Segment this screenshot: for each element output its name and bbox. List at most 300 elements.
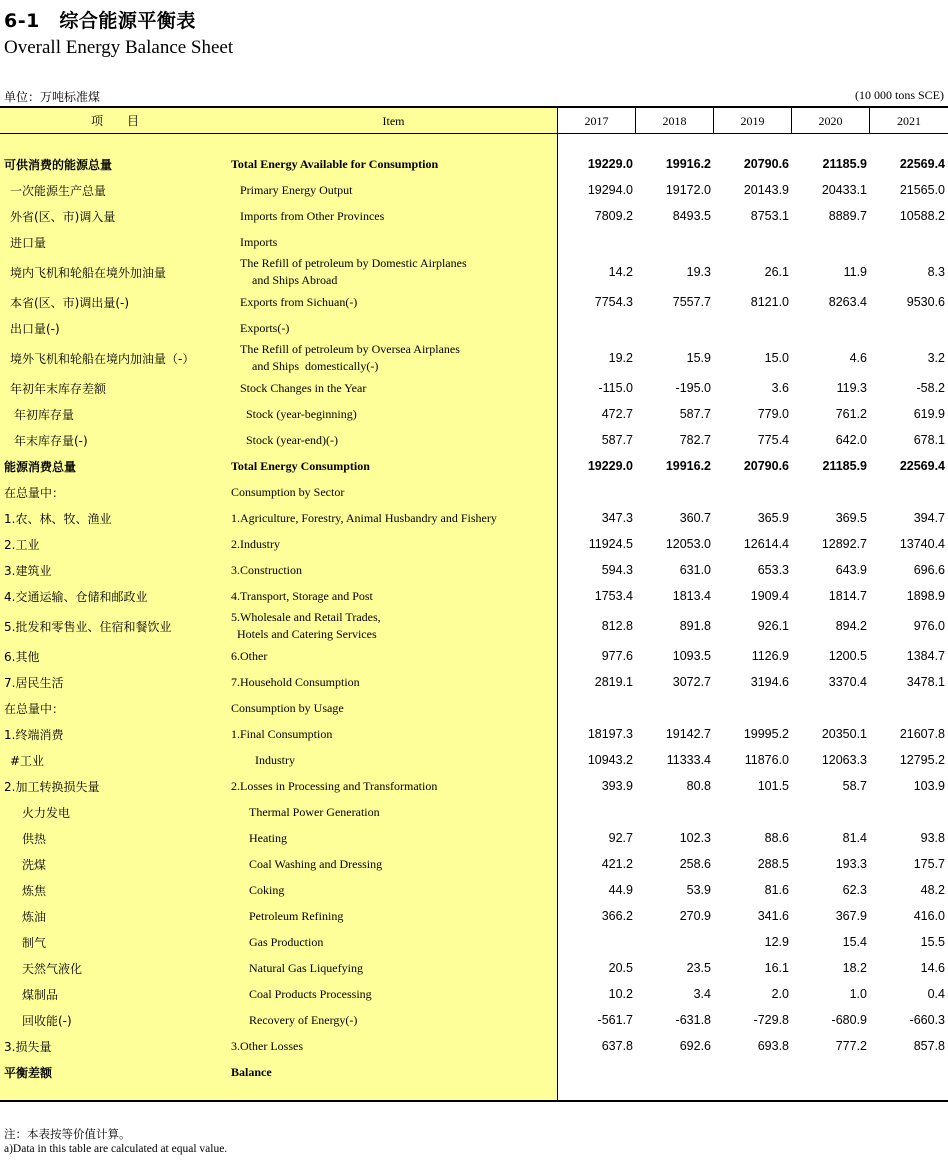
- value-cell-2020: [787, 479, 867, 505]
- value-cell-2017: 19229.0: [587, 157, 633, 171]
- value-cell-2019: [709, 315, 789, 341]
- value-cell-2018: 19916.2: [665, 157, 711, 171]
- value-cell-2018: 23.5: [686, 961, 711, 975]
- value-cell-2017: 20.5: [608, 961, 633, 975]
- value-cell-2017: 14.2: [608, 265, 633, 279]
- value-cell-2021: 22569.4: [899, 459, 945, 473]
- value-cell-2020: 8263.4: [828, 295, 867, 309]
- value-cell-2020: [787, 1059, 867, 1085]
- value-cell-2021: 10588.2: [899, 209, 945, 223]
- value-cell-2020: 58.7: [842, 779, 867, 793]
- value-cell-2020: 1.0: [849, 987, 867, 1001]
- value-cell-2018: [631, 695, 711, 721]
- value-cell-2021: 394.7: [913, 511, 945, 525]
- header-item-cn: 项 目: [90, 114, 139, 128]
- value-cell-2020: 642.0: [835, 433, 867, 447]
- row-label-en: The Refill of petroleum by Domestic Airplanes and Ships Abroad: [240, 256, 467, 287]
- row-label-en: Coking: [249, 882, 285, 897]
- value-cell-2021: 15.5: [920, 935, 945, 949]
- row-label-en: 1.Agriculture, Forestry, Animal Husbandry and Fishery: [231, 510, 497, 525]
- table-row: [0, 151, 948, 177]
- value-cell-2021: 696.6: [913, 563, 945, 577]
- value-cell-2019: 20790.6: [743, 157, 789, 171]
- value-cell-2019: -729.8: [753, 1013, 789, 1027]
- table-row: [0, 929, 948, 955]
- row-label-en: Coal Products Processing: [249, 986, 372, 1001]
- row-label-en: Natural Gas Liquefying: [249, 960, 363, 975]
- header-divider: [791, 106, 792, 134]
- row-label-cn: 可供消费的能源总量: [4, 157, 113, 172]
- value-cell-2020: 12892.7: [821, 537, 867, 551]
- value-cell-2019: 693.8: [757, 1039, 789, 1053]
- value-cell-2018: 631.0: [679, 563, 711, 577]
- value-cell-2019: 365.9: [757, 511, 789, 525]
- value-cell-2020: 761.2: [835, 407, 867, 421]
- table-row: [0, 773, 948, 799]
- value-cell-2019: 20790.6: [743, 459, 789, 473]
- row-label-cn: 7.居民生活: [4, 675, 64, 690]
- value-cell-2018: 15.9: [686, 351, 711, 365]
- value-cell-2021: 22569.4: [899, 157, 945, 171]
- row-label-cn: 在总量中：: [4, 701, 65, 716]
- value-cell-2020: -680.9: [831, 1013, 867, 1027]
- value-cell-2018: 1093.5: [672, 649, 711, 663]
- value-cell-2017: 11924.5: [588, 537, 633, 551]
- value-cell-2021: 3.2: [927, 351, 945, 365]
- row-label-cn: 4.交通运输、仓储和邮政业: [4, 589, 148, 604]
- value-cell-2017: 637.8: [601, 1039, 633, 1053]
- row-label-cn: 5.批发和零售业、住宿和餐饮业: [4, 619, 172, 634]
- value-cell-2020: 21185.9: [822, 459, 867, 473]
- row-label-en: The Refill of petroleum by Oversea Airplanes and Ships domestically(-): [240, 342, 460, 373]
- value-cell-2019: [709, 479, 789, 505]
- value-cell-2018: [631, 1059, 711, 1085]
- row-label-en: Stock Changes in the Year: [240, 380, 367, 395]
- value-cell-2019: 341.6: [757, 909, 789, 923]
- value-cell-2017: 1753.4: [594, 589, 633, 603]
- row-label-cn: 6.其他: [4, 649, 40, 664]
- value-cell-2019: 26.1: [764, 265, 789, 279]
- row-label-en: 3.Construction: [231, 562, 302, 577]
- table-row: [0, 1007, 948, 1033]
- row-label-cn: 境内飞机和轮船在境外加油量: [10, 265, 167, 280]
- table-row: [0, 643, 948, 669]
- value-cell-2020: 643.9: [835, 563, 867, 577]
- value-cell-2020: 12063.3: [821, 753, 867, 767]
- row-label-cn: 外省(区、市)调入量: [10, 209, 116, 224]
- value-cell-2021: 1384.7: [906, 649, 945, 663]
- value-cell-2021: 21565.0: [899, 183, 945, 197]
- table-row: [0, 825, 948, 851]
- value-cell-2020: 62.3: [842, 883, 867, 897]
- table-row: [0, 531, 948, 557]
- value-cell-2017: 7809.2: [594, 209, 633, 223]
- row-label-cn: #工业: [10, 753, 45, 768]
- value-cell-2018: 11333.4: [666, 753, 711, 767]
- row-label-cn: 洗煤: [22, 857, 47, 872]
- value-cell-2021: 678.1: [913, 433, 945, 447]
- value-cell-2018: 102.3: [679, 831, 711, 845]
- value-cell-2017: 19229.0: [587, 459, 633, 473]
- header-year-2018: 2018: [662, 114, 687, 128]
- value-cell-2018: -195.0: [675, 381, 711, 395]
- value-cell-2019: 8753.1: [750, 209, 789, 223]
- value-cell-2018: [631, 799, 711, 825]
- row-label-cn: 天然气液化: [22, 961, 83, 976]
- value-cell-2018: [631, 929, 711, 955]
- value-cell-2020: 4.6: [849, 351, 867, 365]
- value-cell-2018: 782.7: [679, 433, 711, 447]
- row-label-cn: 炼焦: [22, 883, 47, 898]
- value-cell-2021: 93.8: [920, 831, 945, 845]
- table-row: [0, 981, 948, 1007]
- value-cell-2018: 19142.7: [665, 727, 711, 741]
- table-row: [0, 557, 948, 583]
- value-cell-2019: 2.0: [771, 987, 789, 1001]
- value-cell-2018: 3.4: [693, 987, 711, 1001]
- row-label-en: 5.Wholesale and Retail Trades, Hotels and Catering Services: [231, 610, 381, 641]
- table-row: [0, 903, 948, 929]
- value-cell-2020: [787, 695, 867, 721]
- value-cell-2019: 20143.9: [743, 183, 789, 197]
- value-cell-2019: 1909.4: [750, 589, 789, 603]
- value-cell-2021: 857.8: [913, 1039, 945, 1053]
- value-cell-2021: [865, 1059, 945, 1085]
- value-cell-2019: 1126.9: [751, 649, 789, 663]
- value-cell-2021: 976.0: [913, 619, 945, 633]
- header-year-2019: 2019: [740, 114, 765, 128]
- value-cell-2017: [553, 1059, 633, 1085]
- row-label-en: 6.Other: [231, 648, 268, 663]
- row-label-cn: 平衡差额: [4, 1065, 53, 1080]
- row-label-en: Recovery of Energy(-): [249, 1012, 358, 1027]
- row-label-cn: 能源消费总量: [4, 459, 77, 474]
- value-cell-2020: 3370.4: [828, 675, 867, 689]
- value-cell-2021: 1898.9: [906, 589, 945, 603]
- value-cell-2017: 347.3: [601, 511, 633, 525]
- table-row: [0, 505, 948, 531]
- value-cell-2018: 19.3: [686, 265, 711, 279]
- page-title-cn: 6-1 综合能源平衡表: [4, 10, 196, 32]
- row-label-cn: 本省(区、市)调出量(-): [10, 295, 130, 310]
- value-cell-2019: 16.1: [764, 961, 789, 975]
- value-cell-2018: 7557.7: [672, 295, 711, 309]
- value-cell-2017: [553, 229, 633, 255]
- header-year-2017: 2017: [584, 114, 609, 128]
- value-cell-2017: 366.2: [601, 909, 633, 923]
- value-cell-2021: 3478.1: [906, 675, 945, 689]
- value-cell-2020: 18.2: [842, 961, 867, 975]
- value-cell-2019: 926.1: [757, 619, 789, 633]
- row-label-cn: 年初年末库存差额: [10, 381, 107, 396]
- value-cell-2017: 92.7: [608, 831, 633, 845]
- row-label-en: 1.Final Consumption: [231, 726, 333, 741]
- row-label-cn: 回收能(-): [22, 1013, 72, 1028]
- value-cell-2019: 288.5: [757, 857, 789, 871]
- row-label-cn: 出口量(-): [10, 321, 60, 336]
- value-cell-2020: 11.9: [843, 265, 867, 279]
- value-cell-2020: 1814.7: [828, 589, 867, 603]
- table-row: [0, 453, 948, 479]
- value-cell-2018: 80.8: [686, 779, 711, 793]
- row-label-en: Balance: [231, 1064, 272, 1079]
- table-row: [0, 851, 948, 877]
- value-cell-2020: 21185.9: [822, 157, 867, 171]
- value-cell-2020: [787, 229, 867, 255]
- table-bottom-rule: [0, 1100, 948, 1102]
- value-cell-2018: 360.7: [679, 511, 711, 525]
- value-cell-2020: [787, 799, 867, 825]
- row-label-en: Exports(-): [240, 320, 290, 335]
- table-row: [0, 695, 948, 721]
- table-row: [0, 583, 948, 609]
- table-row: [0, 669, 948, 695]
- value-cell-2021: 21607.8: [899, 727, 945, 741]
- table-row: [0, 479, 948, 505]
- value-cell-2017: [553, 315, 633, 341]
- value-cell-2021: 0.4: [927, 987, 945, 1001]
- value-cell-2018: 19916.2: [665, 459, 711, 473]
- row-label-en: Stock (year-beginning): [246, 406, 357, 421]
- row-label-cn: 供热: [22, 831, 47, 846]
- row-label-cn: 年初库存量: [14, 407, 75, 422]
- value-cell-2018: 8493.5: [672, 209, 711, 223]
- value-cell-2019: 19995.2: [743, 727, 789, 741]
- unit-label-en: (10 000 tons SCE): [854, 88, 944, 102]
- table-row: [0, 1033, 948, 1059]
- row-label-en: Total Energy Available for Consumption: [231, 156, 439, 171]
- value-cell-2019: 81.6: [764, 883, 789, 897]
- table-row: [0, 341, 948, 375]
- value-cell-2017: 587.7: [601, 433, 633, 447]
- value-cell-2019: 3194.6: [750, 675, 789, 689]
- value-cell-2017: 18197.3: [587, 727, 633, 741]
- value-cell-2018: 19172.0: [665, 183, 711, 197]
- row-label-cn: 2.工业: [4, 537, 40, 552]
- value-cell-2020: 894.2: [835, 619, 867, 633]
- table-row: [0, 229, 948, 255]
- table-row: [0, 721, 948, 747]
- row-label-en: Imports: [240, 234, 278, 249]
- row-label-en: Exports from Sichuan(-): [240, 294, 358, 309]
- value-cell-2018: 53.9: [686, 883, 711, 897]
- value-cell-2021: [865, 695, 945, 721]
- table-header: [0, 106, 948, 134]
- row-label-en: Total Energy Consumption: [231, 458, 370, 473]
- table-row: [0, 289, 948, 315]
- value-cell-2021: 48.2: [920, 883, 945, 897]
- row-label-en: Industry: [255, 752, 295, 767]
- row-label-cn: 1.终端消费: [4, 727, 64, 742]
- value-cell-2019: 8121.0: [750, 295, 789, 309]
- value-cell-2020: 369.5: [835, 511, 867, 525]
- value-cell-2021: [865, 229, 945, 255]
- header-divider: [869, 106, 870, 134]
- value-cell-2017: 812.8: [601, 619, 633, 633]
- table-row: [0, 177, 948, 203]
- energy-balance-table: [0, 106, 948, 1102]
- value-cell-2018: 12053.0: [665, 537, 711, 551]
- row-label-en: Consumption by Usage: [231, 700, 344, 715]
- value-cell-2021: 8.3: [927, 265, 945, 279]
- row-label-en: 4.Transport, Storage and Post: [231, 588, 373, 603]
- value-cell-2017: 10943.2: [587, 753, 633, 767]
- table-row: [0, 315, 948, 341]
- value-cell-2017: 19294.0: [587, 183, 633, 197]
- value-cell-2017: 44.9: [608, 883, 633, 897]
- value-cell-2020: 15.4: [842, 935, 867, 949]
- row-label-cn: 境外飞机和轮船在境内加油量（-）: [10, 351, 195, 366]
- value-cell-2017: -115.0: [598, 381, 633, 395]
- table-row: [0, 427, 948, 453]
- table-row: [0, 877, 948, 903]
- table-row: [0, 799, 948, 825]
- value-cell-2019: 15.0: [764, 351, 789, 365]
- value-cell-2020: 8889.7: [828, 209, 867, 223]
- row-label-cn: 在总量中：: [4, 485, 65, 500]
- row-label-en: Consumption by Sector: [231, 484, 345, 499]
- value-cell-2019: 3.6: [771, 381, 789, 395]
- value-cell-2018: 1813.4: [672, 589, 711, 603]
- value-cell-2017: 594.3: [601, 563, 633, 577]
- table-row: [0, 203, 948, 229]
- value-cell-2017: -561.7: [597, 1013, 633, 1027]
- unit-label-cn: 单位：万吨标准煤: [4, 90, 101, 104]
- value-cell-2017: 2819.1: [594, 675, 633, 689]
- value-cell-2018: [631, 315, 711, 341]
- value-cell-2018: 587.7: [679, 407, 711, 421]
- value-cell-2019: 775.4: [757, 433, 789, 447]
- value-cell-2019: [709, 799, 789, 825]
- value-cell-2020: 20433.1: [821, 183, 867, 197]
- value-cell-2021: 619.9: [913, 407, 945, 421]
- value-cell-2018: 692.6: [679, 1039, 711, 1053]
- value-cell-2018: [631, 479, 711, 505]
- row-label-cn: 煤制品: [22, 987, 59, 1002]
- page-title-en: Overall Energy Balance Sheet: [4, 37, 234, 58]
- row-label-en: Primary Energy Output: [240, 182, 353, 197]
- table-row: [0, 401, 948, 427]
- table-row: [0, 747, 948, 773]
- value-cell-2018: 258.6: [679, 857, 711, 871]
- value-cell-2019: [709, 695, 789, 721]
- table-row: [0, 255, 948, 289]
- value-cell-2019: [709, 1059, 789, 1085]
- row-label-en: Imports from Other Provinces: [240, 208, 385, 223]
- value-cell-2019: 88.6: [764, 831, 789, 845]
- value-cell-2020: 20350.1: [821, 727, 867, 741]
- row-label-en: Petroleum Refining: [249, 908, 344, 923]
- value-cell-2018: -631.8: [675, 1013, 711, 1027]
- value-cell-2021: 103.9: [913, 779, 945, 793]
- row-label-cn: 1.农、林、牧、渔业: [4, 511, 112, 526]
- value-cell-2018: 270.9: [679, 909, 711, 923]
- row-label-cn: 2.加工转换损失量: [4, 779, 100, 794]
- row-label-cn: 火力发电: [22, 805, 71, 820]
- value-cell-2017: 10.2: [608, 987, 633, 1001]
- value-cell-2021: -660.3: [909, 1013, 945, 1027]
- value-cell-2021: 9530.6: [906, 295, 945, 309]
- table-row: [0, 375, 948, 401]
- row-label-en: 2.Losses in Processing and Transformation: [231, 778, 438, 793]
- value-cell-2021: -58.2: [916, 381, 945, 395]
- header-year-2020: 2020: [818, 114, 843, 128]
- value-cell-2021: 416.0: [913, 909, 945, 923]
- table-row: [0, 1059, 948, 1085]
- table-row: [0, 609, 948, 643]
- row-label-cn: 3.建筑业: [4, 563, 52, 578]
- row-label-en: Coal Washing and Dressing: [249, 856, 383, 871]
- value-cell-2018: 891.8: [679, 619, 711, 633]
- value-cell-2020: 119.3: [836, 381, 867, 395]
- value-cell-2020: 367.9: [835, 909, 867, 923]
- value-cell-2018: [631, 229, 711, 255]
- value-cell-2017: 393.9: [601, 779, 633, 793]
- header-divider: [713, 106, 714, 134]
- value-cell-2017: 977.6: [601, 649, 633, 663]
- value-cell-2021: 14.6: [920, 961, 945, 975]
- value-cell-2017: 7754.3: [594, 295, 633, 309]
- value-cell-2017: [553, 799, 633, 825]
- value-cell-2019: 653.3: [757, 563, 789, 577]
- value-cell-2017: 19.2: [608, 351, 633, 365]
- value-cell-2019: [709, 229, 789, 255]
- value-cell-2018: 3072.7: [672, 675, 711, 689]
- row-label-en: Gas Production: [249, 934, 324, 949]
- value-cell-2017: 421.2: [601, 857, 633, 871]
- row-label-en: Heating: [249, 830, 287, 845]
- row-label-cn: 3.损失量: [4, 1039, 52, 1054]
- row-label-cn: 炼油: [22, 909, 47, 924]
- value-cell-2020: 777.2: [835, 1039, 867, 1053]
- header-year-2021: 2021: [897, 114, 921, 128]
- table-row: [0, 955, 948, 981]
- header-item-en: Item: [382, 114, 405, 128]
- value-cell-2019: 12614.4: [743, 537, 789, 551]
- value-cell-2021: [865, 479, 945, 505]
- row-label-en: 2.Industry: [231, 536, 280, 551]
- header-divider: [635, 106, 636, 134]
- value-cell-2020: 1200.5: [828, 649, 867, 663]
- value-cell-2017: [553, 479, 633, 505]
- row-label-cn: 一次能源生产总量: [10, 183, 107, 198]
- value-cell-2020: [787, 315, 867, 341]
- value-cell-2021: [865, 315, 945, 341]
- value-cell-2020: 193.3: [835, 857, 867, 871]
- value-cell-2017: [553, 695, 633, 721]
- row-label-en: 3.Other Losses: [231, 1038, 303, 1053]
- row-label-cn: 制气: [22, 935, 47, 950]
- value-cell-2021: [865, 799, 945, 825]
- row-label-en: 7.Household Consumption: [231, 674, 360, 689]
- row-label-en: Stock (year-end)(-): [246, 432, 339, 447]
- footnote-cn: 注：本表按等价值计算。: [4, 1127, 131, 1141]
- value-cell-2017: 472.7: [601, 407, 633, 421]
- value-cell-2019: 11876.0: [744, 753, 789, 767]
- footnote-en: a)Data in this table are calculated at equal value.: [4, 1143, 228, 1155]
- value-cell-2019: 779.0: [757, 407, 789, 421]
- value-cell-2019: 12.9: [764, 935, 789, 949]
- value-cell-2021: 12795.2: [899, 753, 945, 767]
- value-cell-2021: 175.7: [913, 857, 945, 871]
- value-cell-2019: 101.5: [757, 779, 789, 793]
- value-cell-2021: 13740.4: [899, 537, 945, 551]
- row-label-en: Thermal Power Generation: [249, 804, 380, 819]
- row-label-cn: 进口量: [10, 235, 47, 250]
- value-cell-2017: [553, 929, 633, 955]
- row-label-cn: 年末库存量(-): [14, 433, 88, 448]
- value-cell-2020: 81.4: [842, 831, 867, 845]
